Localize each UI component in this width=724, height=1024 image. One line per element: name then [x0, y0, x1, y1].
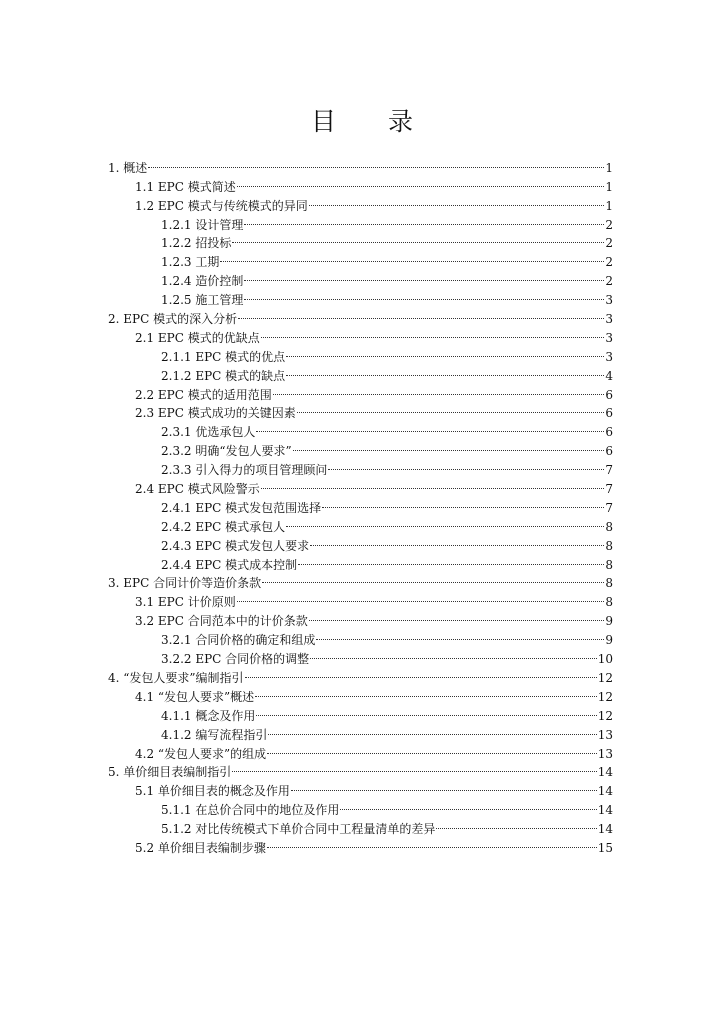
toc-leader-dots	[267, 739, 597, 758]
toc-leader-dots	[255, 682, 597, 701]
toc-entry-page-number: 8	[605, 519, 613, 534]
toc-entry-label: 2.4 EPC 模式风险警示	[135, 482, 260, 497]
toc-entry-label: 5.1.1 在总价合同中的地位及作用	[161, 803, 340, 818]
toc-leader-dots	[436, 814, 596, 833]
toc-entry-label: 4.2 “发包人要求”的组成	[135, 746, 267, 761]
toc-entry-page-number: 12	[597, 670, 613, 685]
toc-entry-label: 4.1 “发包人要求”概述	[135, 689, 255, 704]
toc-entry-label: 2.4.1 EPC 模式发包范围选择	[161, 500, 322, 515]
toc-entry-label: 2.3.1 优选承包人	[161, 425, 256, 440]
toc-entry-label: 3.1 EPC 计价原则	[135, 595, 236, 610]
toc-entry-label: 4. “发包人要求”编制指引	[108, 670, 244, 685]
toc-entry-label: 3. EPC 合同计价等造价条款	[108, 576, 262, 591]
table-of-contents	[108, 153, 613, 855]
toc-entry-page-number: 10	[597, 652, 613, 667]
toc-entry-page-number: 6	[605, 425, 613, 440]
toc-leader-dots	[261, 474, 605, 493]
toc-entry-label: 2.2 EPC 模式的适用范围	[135, 387, 272, 402]
toc-leader-dots	[245, 663, 597, 682]
toc-leader-dots	[220, 247, 604, 266]
toc-leader-dots	[244, 210, 604, 229]
toc-entry-label: 1.2.4 造价控制	[161, 274, 244, 289]
toc-leader-dots	[256, 701, 596, 720]
toc-entry-page-number: 2	[605, 236, 613, 251]
toc-entry-page-number: 3	[605, 330, 613, 345]
toc-entry-page-number: 9	[605, 614, 613, 629]
toc-entry-page-number: 1	[605, 198, 613, 213]
toc-leader-dots	[237, 587, 605, 606]
toc-entry-label: 1.2.2 招投标	[161, 236, 232, 251]
toc-leader-dots	[267, 833, 597, 852]
toc-entry-label: 2.3.3 引入得力的项目管理顾问	[161, 463, 328, 478]
toc-entry-page-number: 8	[605, 538, 613, 553]
toc-leader-dots	[286, 512, 604, 531]
toc-leader-dots	[309, 606, 605, 625]
toc-leader-dots	[310, 531, 604, 550]
toc-entry-label: 5.1.2 对比传统模式下单价合同中工程量清单的差异	[161, 822, 436, 837]
toc-entry-page-number: 12	[597, 708, 613, 723]
toc-entry-label: 3.2.1 合同价格的确定和组成	[161, 633, 316, 648]
toc-entry-label: 2. EPC 模式的深入分析	[108, 312, 238, 327]
toc-entry-label: 1.1 EPC 模式简述	[135, 179, 236, 194]
toc-entry-page-number: 9	[605, 633, 613, 648]
toc-leader-dots	[316, 625, 604, 644]
toc-entry-page-number: 6	[605, 444, 613, 459]
toc-entry-label: 2.4.2 EPC 模式承包人	[161, 519, 286, 534]
toc-entry-page-number: 3	[605, 312, 613, 327]
toc-leader-dots	[244, 285, 604, 304]
toc-entry-page-number: 4	[605, 368, 613, 383]
toc-entry-label: 3.2.2 EPC 合同价格的调整	[161, 652, 310, 667]
toc-entry-page-number: 2	[605, 274, 613, 289]
toc-leader-dots	[238, 304, 604, 323]
toc-entry-label: 2.3 EPC 模式成功的关键因素	[135, 406, 296, 421]
toc-entry-label: 4.1.1 概念及作用	[161, 708, 256, 723]
toc-leader-dots	[244, 266, 604, 285]
toc-entry-page-number: 1	[605, 160, 613, 175]
toc-entry-page-number: 15	[597, 840, 613, 855]
toc-entry-label: 2.1.2 EPC 模式的缺点	[161, 368, 286, 383]
toc-entry-label: 5. 单价细目表编制指引	[108, 765, 232, 780]
toc-entry-page-number: 8	[605, 576, 613, 591]
toc-entry-page-number: 8	[605, 595, 613, 610]
toc-leader-dots	[262, 569, 604, 588]
toc-entry-page-number: 7	[605, 463, 613, 478]
toc-entry-page-number: 14	[597, 803, 613, 818]
toc-entry-label: 1.2.1 设计管理	[161, 217, 244, 232]
toc-entry-label: 1.2.5 施工管理	[161, 293, 244, 308]
toc-leader-dots	[256, 417, 604, 436]
toc-entry-page-number: 13	[597, 746, 613, 761]
toc-entry[interactable]	[108, 153, 613, 175]
toc-entry-page-number: 8	[605, 557, 613, 572]
toc-leader-dots	[237, 172, 605, 191]
toc-entry-page-number: 6	[605, 406, 613, 421]
toc-entry-page-number: 2	[605, 217, 613, 232]
toc-entry-page-number: 7	[605, 500, 613, 515]
toc-entry-page-number: 12	[597, 689, 613, 704]
toc-entry-label: 1.2 EPC 模式与传统模式的异同	[135, 198, 308, 213]
toc-entry-page-number: 3	[605, 293, 613, 308]
toc-leader-dots	[322, 493, 604, 512]
toc-entry-page-number: 7	[605, 482, 613, 497]
toc-entry-label: 1. 概述	[108, 160, 148, 175]
toc-entry-label: 2.3.2 明确“发包人要求”	[161, 444, 292, 459]
toc-entry-label: 2.4.4 EPC 模式成本控制	[161, 557, 298, 572]
toc-leader-dots	[286, 361, 604, 380]
toc-leader-dots	[340, 795, 596, 814]
toc-leader-dots	[297, 399, 605, 418]
toc-entry-page-number: 3	[605, 349, 613, 364]
toc-entry-page-number: 13	[597, 727, 613, 742]
toc-leader-dots	[232, 758, 596, 777]
toc-leader-dots	[232, 229, 604, 248]
page-title: 目 录	[311, 106, 435, 136]
toc-entry-label: 5.1 单价细目表的概念及作用	[135, 784, 290, 799]
toc-entry-label: 3.2 EPC 合同范本中的计价条款	[135, 614, 308, 629]
toc-leader-dots	[309, 191, 605, 210]
toc-leader-dots	[291, 776, 597, 795]
toc-entry-page-number: 14	[597, 784, 613, 799]
toc-leader-dots	[148, 153, 604, 172]
toc-leader-dots	[310, 644, 597, 663]
toc-entry-label: 2.4.3 EPC 模式发包人要求	[161, 538, 310, 553]
toc-entry-label: 5.2 单价细目表编制步骤	[135, 840, 266, 855]
toc-leader-dots	[273, 380, 605, 399]
toc-entry-page-number: 14	[597, 765, 613, 780]
toc-entry-label: 1.2.3 工期	[161, 255, 220, 270]
toc-entry-page-number: 6	[605, 387, 613, 402]
toc-leader-dots	[328, 455, 604, 474]
toc-leader-dots	[286, 342, 604, 361]
toc-entry-label: 4.1.2 编写流程指引	[161, 727, 268, 742]
toc-entry-page-number: 14	[597, 822, 613, 837]
toc-entry[interactable]	[108, 172, 613, 194]
toc-leader-dots	[293, 436, 605, 455]
toc-entry-page-number: 2	[605, 255, 613, 270]
toc-entry-label: 2.1 EPC 模式的优缺点	[135, 330, 260, 345]
toc-leader-dots	[268, 720, 596, 739]
toc-entry-page-number: 1	[605, 179, 613, 194]
toc-entry-label: 2.1.1 EPC 模式的优点	[161, 349, 286, 364]
toc-leader-dots	[298, 550, 604, 569]
toc-leader-dots	[261, 323, 605, 342]
